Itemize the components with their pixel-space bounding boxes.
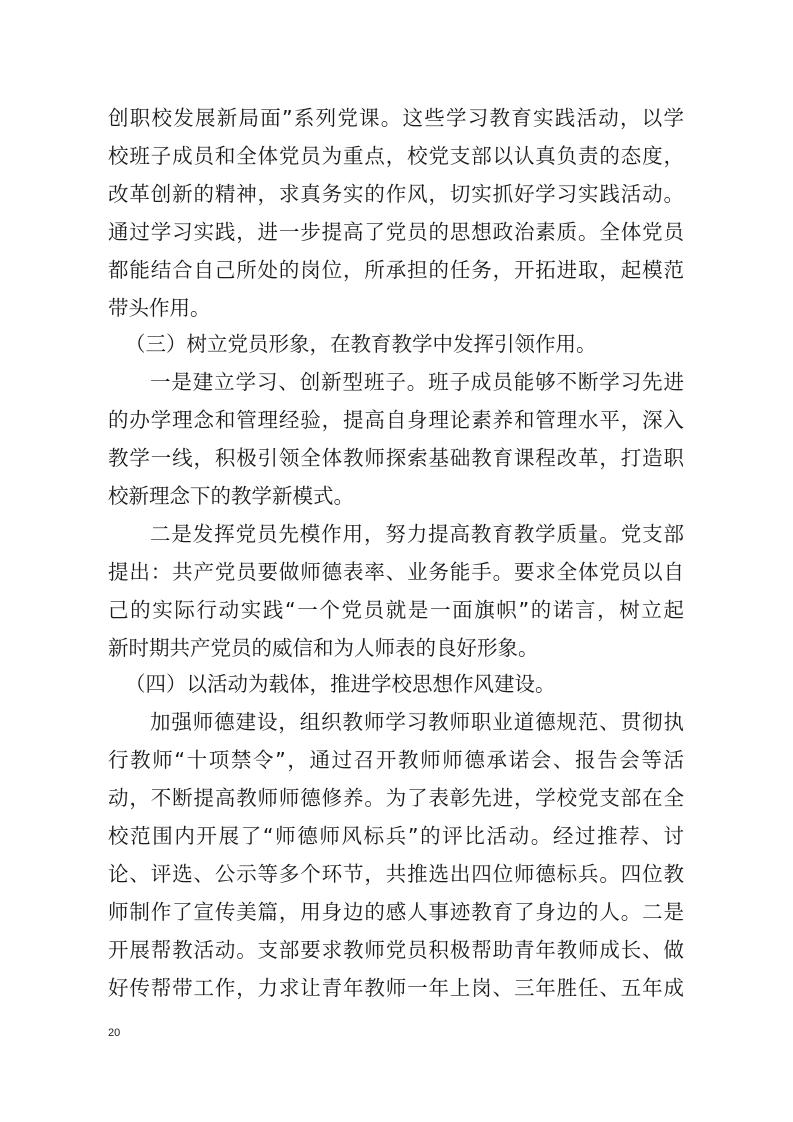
text-line: 教学一线，积极引领全体教师探索基础教育课程改革，打造职 — [108, 446, 684, 470]
text-line: 动，不断提高教师师德修养。为了表彰先进，学校党支部在全 — [108, 786, 684, 810]
text-line: 通过学习实践，进一步提高了党员的思想政治素质。全体党员 — [108, 220, 684, 244]
text-line: 师制作了宣传美篇，用身边的感人事迹教育了身边的人。二是 — [108, 900, 684, 924]
text-line: 好传帮带工作，力求让青年教师一年上岗、三年胜任、五年成 — [108, 976, 684, 1000]
text-line: 校范围内开展了“师德师风标兵”的评比活动。经过推荐、讨 — [108, 824, 684, 848]
text-line: 论、评选、公示等多个环节，共推选出四位师德标兵。四位教 — [108, 862, 684, 886]
text-line: 开展帮教活动。支部要求教师党员积极帮助青年教师成长、做 — [108, 938, 684, 962]
text-line: 创职校发展新局面”系列党课。这些学习教育实践活动，以学 — [108, 106, 684, 130]
text-line: 都能结合自己所处的岗位，所承担的任务，开拓进取，起模范 — [108, 258, 684, 282]
text-line: 校新理念下的教学新模式。 — [108, 484, 354, 508]
paragraph-first-line: 二是发挥党员先模作用，努力提高教育教学质量。党支部 — [150, 522, 684, 546]
text-line: 校班子成员和全体党员为重点，校党支部以认真负责的态度， — [108, 144, 684, 168]
paragraph-first-line: 加强师德建设，组织教师学习教师职业道德规范、贯彻执 — [150, 710, 684, 734]
section-heading: （三）树立党员形象，在教育教学中发挥引领作用。 — [125, 332, 597, 356]
text-line: 己的实际行动实践“一个党员就是一面旗帜”的诺言，树立起 — [108, 598, 684, 622]
text-line: 带头作用。 — [108, 296, 211, 320]
page-number: 20 — [108, 1027, 121, 1039]
section-heading: （四）以活动为载体，推进学校思想作风建设。 — [125, 672, 556, 696]
text-line: 改革创新的精神，求真务实的作风，切实抓好学习实践活动。 — [108, 182, 684, 206]
paragraph-first-line: 一是建立学习、创新型班子。班子成员能够不断学习先进 — [150, 370, 684, 394]
text-line: 新时期共产党员的威信和为人师表的良好形象。 — [108, 636, 539, 660]
text-line: 的办学理念和管理经验，提高自身理论素养和管理水平，深入 — [108, 408, 684, 432]
text-line: 行教师“十项禁令”，通过召开教师师德承诺会、报告会等活 — [108, 748, 684, 772]
text-line: 提出：共产党员要做师德表率、业务能手。要求全体党员以自 — [108, 560, 684, 584]
